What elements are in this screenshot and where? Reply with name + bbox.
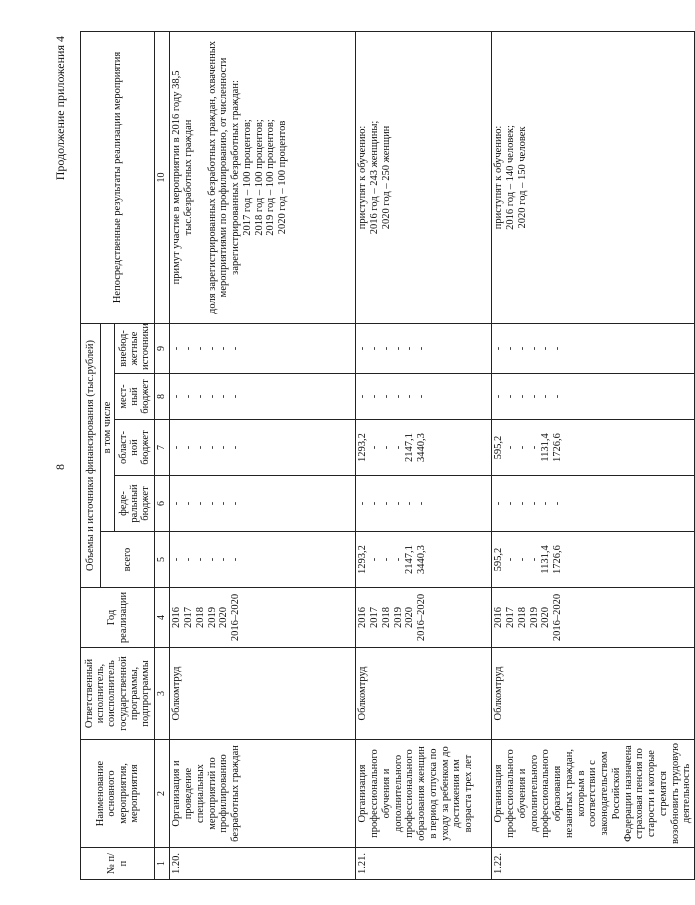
header-funding: Объемы и источники финансирования (тыс.рублей) xyxy=(81,323,101,587)
year: 2019 xyxy=(392,607,404,628)
years-cell xyxy=(492,588,695,648)
value: 1131,4 xyxy=(540,545,552,574)
table-row xyxy=(492,31,695,879)
header-results: Непосредственные результаты реализации мероприятия xyxy=(81,31,155,323)
value: - xyxy=(516,394,528,399)
value: - xyxy=(380,445,392,450)
value: - xyxy=(206,394,218,399)
page-number: 8 xyxy=(53,464,67,470)
column-number: 7 xyxy=(155,420,170,476)
executor: Облкомтруд xyxy=(492,648,695,740)
value: - xyxy=(369,501,381,506)
value: - xyxy=(528,394,540,399)
value: - xyxy=(183,394,195,399)
year: 2016–2020 xyxy=(416,593,428,642)
column-number: 3 xyxy=(155,648,170,740)
value: 1293,2 xyxy=(357,433,369,462)
program-table xyxy=(80,31,695,880)
value: - xyxy=(230,445,242,450)
results-text: приступят к обучению: 2016 год – 243 женщины; 2020 год – 250 женщин xyxy=(356,31,492,323)
year: 2020 xyxy=(404,607,416,628)
value: - xyxy=(218,557,230,562)
value: - xyxy=(392,445,404,450)
regional-cell xyxy=(492,420,695,476)
value: - xyxy=(171,557,183,562)
value: - xyxy=(183,557,195,562)
value: - xyxy=(380,394,392,399)
value: 1726,6 xyxy=(552,433,564,462)
rotated-page-content xyxy=(50,32,693,880)
value: - xyxy=(416,394,428,399)
results-text: приступят к обучению: 2016 год – 140 человек; 2020 год – 150 человек xyxy=(492,31,695,323)
value: - xyxy=(171,394,183,399)
value: - xyxy=(230,346,242,351)
value: - xyxy=(552,394,564,399)
value: - xyxy=(206,557,218,562)
extra-cell xyxy=(492,323,695,373)
value: - xyxy=(206,501,218,506)
value: - xyxy=(194,346,206,351)
value: - xyxy=(516,557,528,562)
local-cell xyxy=(492,374,695,420)
results-text: примут участие в мероприятии в 2016 году 38,5 тыс.безработных граждан доля зарегистрированных безработных граждан, охваченных мероприятиями по профилированию, от численности зарегистрированных безработных граждан: 2017 год – 100 процентов; 2018 год – 100 процентов; 2019 год – 100 процентов; 2020 год – 100 процентов xyxy=(170,31,356,323)
value: 1293,2 xyxy=(357,545,369,574)
value: - xyxy=(369,346,381,351)
activity-name: Организация и проведение специальных мероприятий по профилированию безработных граждан xyxy=(170,740,356,848)
value: - xyxy=(528,501,540,506)
value: - xyxy=(493,346,505,351)
value: - xyxy=(218,346,230,351)
value: - xyxy=(528,445,540,450)
value: - xyxy=(392,501,404,506)
header-name: Наименование основного мероприятия, мероприятия xyxy=(81,740,155,848)
header-regional: област-ной бюджет xyxy=(115,420,155,476)
value: 1726,6 xyxy=(552,545,564,574)
value: - xyxy=(392,394,404,399)
year: 2016–2020 xyxy=(552,593,564,642)
value: - xyxy=(540,346,552,351)
value: - xyxy=(552,501,564,506)
year: 2016 xyxy=(357,607,369,628)
year: 2017 xyxy=(505,607,517,628)
year: 2018 xyxy=(194,607,206,628)
federal-cell xyxy=(356,476,492,532)
header-year: Год реализации xyxy=(81,588,155,648)
header-federal: феде-ральный бюджет xyxy=(115,476,155,532)
value: 1131,4 xyxy=(540,433,552,462)
value: - xyxy=(369,394,381,399)
total-cell xyxy=(356,532,492,588)
value: - xyxy=(230,501,242,506)
table-row xyxy=(356,31,492,879)
value: - xyxy=(516,346,528,351)
local-cell xyxy=(356,374,492,420)
value: - xyxy=(528,346,540,351)
column-number: 5 xyxy=(155,532,170,588)
value: - xyxy=(194,501,206,506)
value: - xyxy=(516,501,528,506)
value: - xyxy=(357,501,369,506)
value: 3440,3 xyxy=(416,545,428,574)
total-cell xyxy=(492,532,695,588)
header-executor: Ответственный исполнитель, соисполнитель государственной программы, подпрограммы xyxy=(81,648,155,740)
executor: Облкомтруд xyxy=(356,648,492,740)
year: 2017 xyxy=(183,607,195,628)
value: - xyxy=(404,501,416,506)
activity-name: Организация профессионального обучения и дополнительного профессионального образования женщин в период отпуска по уходу за ребенком до достижения им возраста трех лет xyxy=(356,740,492,848)
year: 2017 xyxy=(369,607,381,628)
column-number: 2 xyxy=(155,740,170,848)
value: - xyxy=(194,557,206,562)
column-number: 8 xyxy=(155,374,170,420)
value: - xyxy=(218,445,230,450)
value: - xyxy=(206,445,218,450)
local-cell xyxy=(170,374,356,420)
value: - xyxy=(357,394,369,399)
value: - xyxy=(369,445,381,450)
value: - xyxy=(230,394,242,399)
row-number: 1.21. xyxy=(356,848,492,880)
value: 595,2 xyxy=(493,435,505,460)
column-number: 10 xyxy=(155,31,170,323)
years-cell xyxy=(170,588,356,648)
value: - xyxy=(369,557,381,562)
value: - xyxy=(171,445,183,450)
value: - xyxy=(528,557,540,562)
row-number: 1.20. xyxy=(170,848,356,880)
value: 2147,1 xyxy=(404,433,416,462)
value: - xyxy=(206,346,218,351)
value: - xyxy=(380,501,392,506)
value: - xyxy=(380,346,392,351)
value: - xyxy=(552,346,564,351)
column-number: 1 xyxy=(155,848,170,880)
year: 2016 xyxy=(171,607,183,628)
executor: Облкомтруд xyxy=(170,648,356,740)
activity-name: Организация профессионального обучения и дополнительного профессионального образования незанятых граждан, которым в соответствии с законодательством Российской Федерации назначена страховая пенсия по старости и которые стремятся возобновить трудовую деятельность xyxy=(492,740,695,848)
year: 2016–2020 xyxy=(230,593,242,642)
year: 2016 xyxy=(493,607,505,628)
year: 2018 xyxy=(516,607,528,628)
value: - xyxy=(194,394,206,399)
value: - xyxy=(218,501,230,506)
value: - xyxy=(171,501,183,506)
value: - xyxy=(540,501,552,506)
value: - xyxy=(505,394,517,399)
year: 2019 xyxy=(528,607,540,628)
extra-cell xyxy=(170,323,356,373)
value: - xyxy=(194,445,206,450)
regional-cell xyxy=(356,420,492,476)
value: - xyxy=(183,346,195,351)
value: 2147,1 xyxy=(404,545,416,574)
value: - xyxy=(505,501,517,506)
value: - xyxy=(392,346,404,351)
value: - xyxy=(183,501,195,506)
header-extra: внебюд-жетные источники xyxy=(115,323,155,373)
value: 595,2 xyxy=(493,547,505,572)
value: - xyxy=(540,394,552,399)
header-local: мест-ный бюджет xyxy=(115,374,155,420)
table-row xyxy=(170,31,356,879)
extra-cell xyxy=(356,323,492,373)
total-cell xyxy=(170,532,356,588)
value: - xyxy=(392,557,404,562)
value: - xyxy=(404,346,416,351)
column-number: 6 xyxy=(155,476,170,532)
row-number: 1.22. xyxy=(492,848,695,880)
value: - xyxy=(416,346,428,351)
header-total: всего xyxy=(101,532,155,588)
value: - xyxy=(505,557,517,562)
year: 2020 xyxy=(218,607,230,628)
value: - xyxy=(516,445,528,450)
value: - xyxy=(493,394,505,399)
year: 2018 xyxy=(380,607,392,628)
value: - xyxy=(171,346,183,351)
value: - xyxy=(357,346,369,351)
federal-cell xyxy=(170,476,356,532)
value: - xyxy=(380,557,392,562)
federal-cell xyxy=(492,476,695,532)
regional-cell xyxy=(170,420,356,476)
column-number: 4 xyxy=(155,588,170,648)
continuation-title: Продолжение приложения 4 xyxy=(53,36,67,181)
value: - xyxy=(505,346,517,351)
years-cell xyxy=(356,588,492,648)
value: - xyxy=(183,445,195,450)
column-number: 9 xyxy=(155,323,170,373)
value: - xyxy=(230,557,242,562)
value: - xyxy=(416,501,428,506)
value: - xyxy=(404,394,416,399)
value: - xyxy=(493,501,505,506)
header-including: в том числе xyxy=(101,323,115,531)
column-number-row xyxy=(155,31,170,879)
header-num: № п/п xyxy=(81,848,155,880)
value: - xyxy=(505,445,517,450)
value: 3440,3 xyxy=(416,433,428,462)
value: - xyxy=(218,394,230,399)
year: 2020 xyxy=(540,607,552,628)
year: 2019 xyxy=(206,607,218,628)
